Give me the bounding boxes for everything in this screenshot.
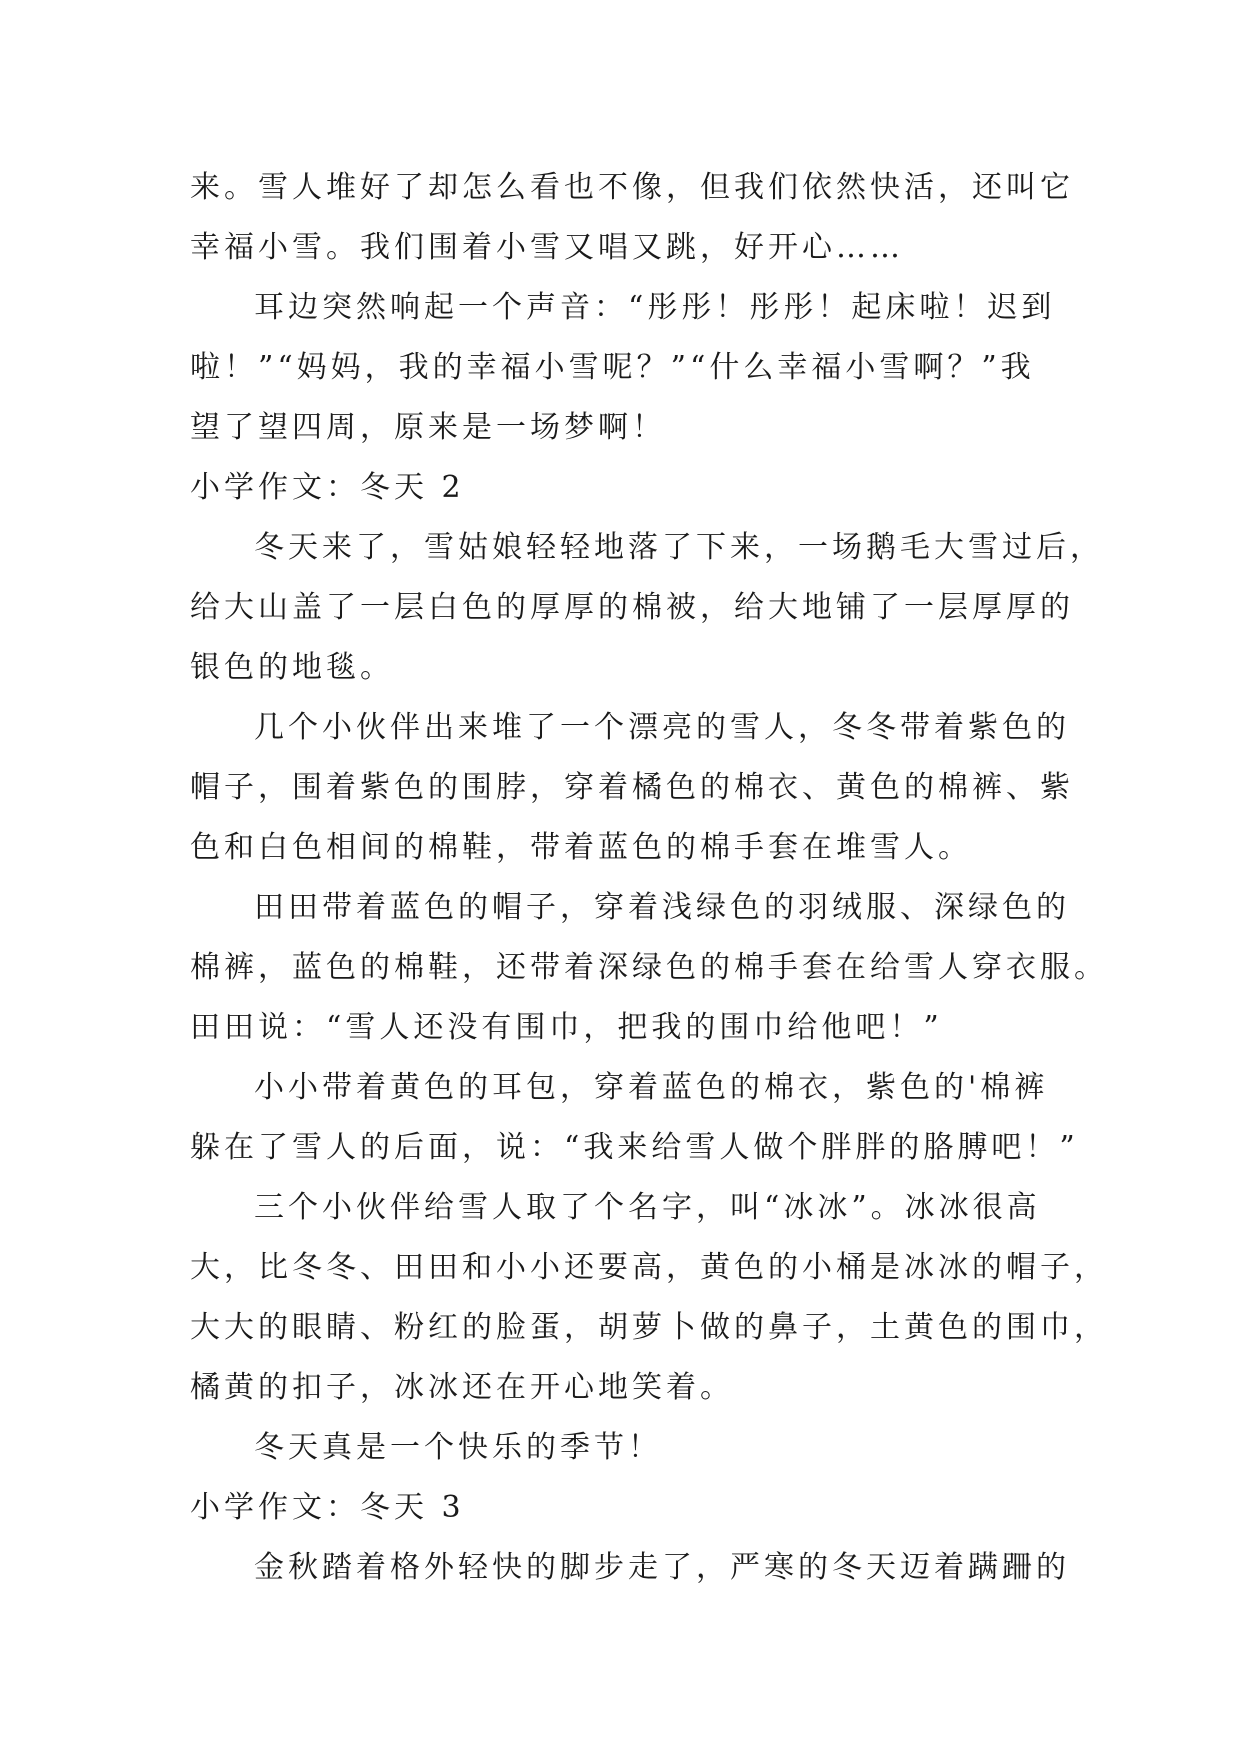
paragraph-line: 帽子，围着紫色的围脖，穿着橘色的棉衣、黄色的棉裤、紫 <box>190 770 1074 805</box>
paragraph-line: 几个小伙伴出来堆了一个漂亮的雪人，冬冬带着紫色的 <box>254 710 1070 745</box>
paragraph-line: 幸福小雪。我们围着小雪又唱又跳，好开心…… <box>190 230 904 265</box>
section-heading: 小学作文：冬天 2 <box>190 470 465 505</box>
paragraph-line: 耳边突然响起一个声音：“彤彤！彤彤！起床啦！迟到 <box>254 290 1056 325</box>
paragraph-line: 冬天来了，雪姑娘轻轻地落了下来，一场鹅毛大雪过后， <box>254 530 1104 565</box>
section-heading: 小学作文：冬天 3 <box>190 1490 465 1525</box>
paragraph-line: 躲在了雪人的后面，说：“我来给雪人做个胖胖的胳膊吧！” <box>190 1130 1079 1165</box>
paragraph-line: 来。雪人堆好了却怎么看也不像，但我们依然快活，还叫它 <box>190 170 1074 205</box>
document-body <box>190 158 1108 1598</box>
paragraph-line: 色和白色相间的棉鞋，带着蓝色的棉手套在堆雪人。 <box>190 830 972 865</box>
paragraph-line: 给大山盖了一层白色的厚厚的棉被，给大地铺了一层厚厚的 <box>190 590 1074 625</box>
paragraph-line: 田田说：“雪人还没有围巾，把我的围巾给他吧！” <box>190 1010 943 1045</box>
paragraph-line: 金秋踏着格外轻快的脚步走了，严寒的冬天迈着蹒跚的 <box>254 1550 1070 1585</box>
paragraph-line: 大大的眼睛、粉红的脸蛋，胡萝卜做的鼻子，土黄色的围巾， <box>190 1310 1108 1345</box>
paragraph-line: 大，比冬冬、田田和小小还要高，黄色的小桶是冰冰的帽子， <box>190 1250 1108 1285</box>
paragraph-line: 小小带着黄色的耳包，穿着蓝色的棉衣，紫色的'棉裤 <box>254 1070 1049 1105</box>
paragraph-line: 银色的地毯。 <box>190 650 394 685</box>
paragraph-line: 田田带着蓝色的帽子，穿着浅绿色的羽绒服、深绿色的 <box>254 890 1070 925</box>
paragraph-line: 啦！”“妈妈，我的幸福小雪呢？”“什么幸福小雪啊？”我 <box>190 350 1035 385</box>
paragraph-line: 橘黄的扣子，冰冰还在开心地笑着。 <box>190 1370 734 1405</box>
paragraph-line: 望了望四周，原来是一场梦啊！ <box>190 410 666 445</box>
paragraph-line: 三个小伙伴给雪人取了个名字，叫“冰冰”。冰冰很高 <box>254 1190 1041 1225</box>
paragraph-line: 冬天真是一个快乐的季节！ <box>254 1430 662 1465</box>
paragraph-line: 棉裤，蓝色的棉鞋，还带着深绿色的棉手套在给雪人穿衣服。 <box>190 950 1108 985</box>
